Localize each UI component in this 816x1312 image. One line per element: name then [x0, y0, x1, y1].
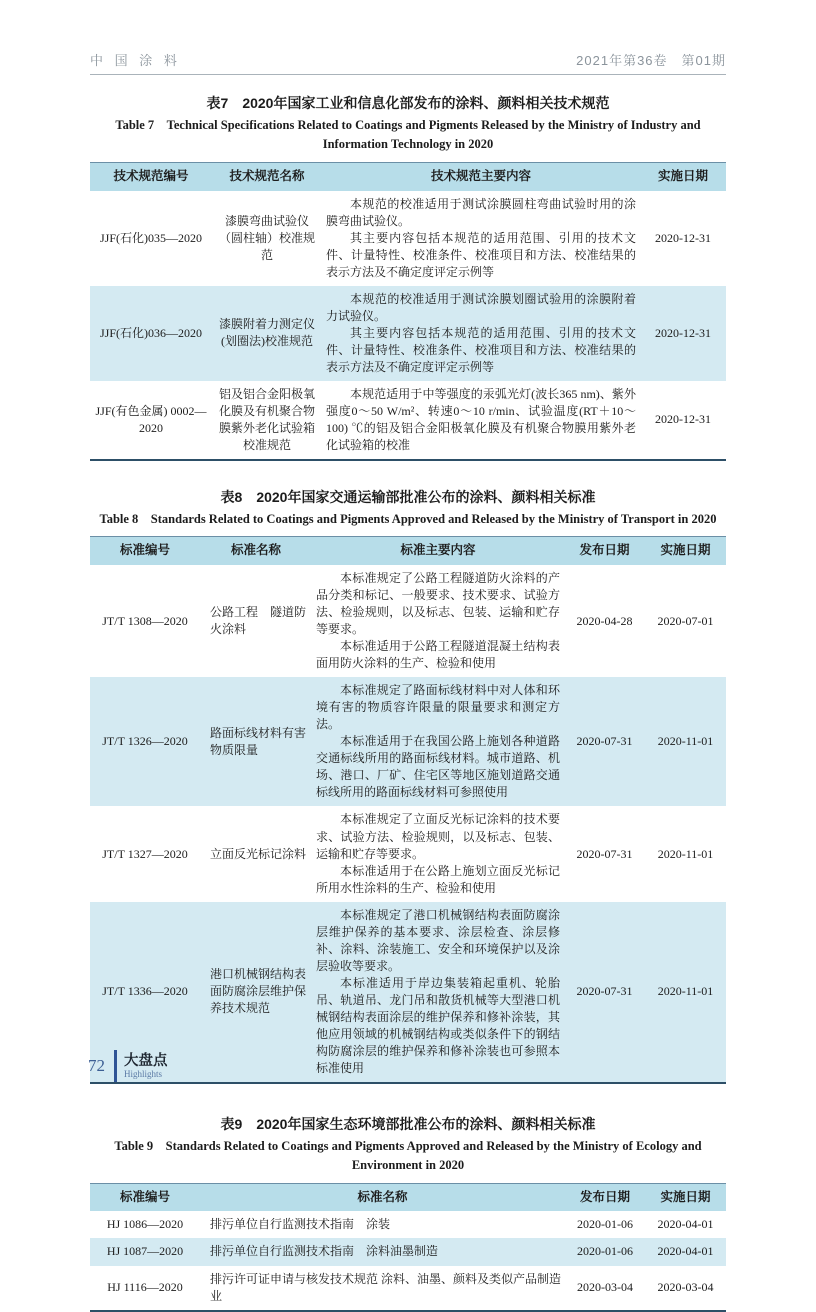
table7-col-spec-name: 技术规范名称: [212, 162, 322, 190]
pub-date: 2020-07-31: [576, 984, 633, 999]
running-head: [90, 50, 726, 75]
table9-caption-zh: 表9 2020年国家生态环境部批准公布的涂料、颜料相关标准: [220, 1115, 596, 1132]
std-name: 港口机械钢结构表面防腐涂层维护保养技术规范: [210, 967, 307, 1016]
table9-col-impl-date: 实施日期: [645, 1183, 726, 1211]
content-paragraph: 本标准适用于在我国公路上施划各种道路交通标线所用的路面标线材料。城市道路、机场、港口、厂矿、住宅区等地区施划道路交通标线所用的路面标线材料可参照使用: [316, 734, 560, 800]
std-content: [312, 806, 564, 901]
impl-date: 2020-12-31: [655, 412, 711, 427]
std-name: 路面标线材料有害物质限量: [210, 725, 307, 757]
spec-content: [322, 381, 640, 460]
pub-date: 2020-01-06: [577, 1217, 633, 1232]
spec-name: 铝及铝合金阳极氧化膜及有机聚合物膜紫外老化试验箱校准规范: [218, 386, 315, 452]
impl-date: 2020-04-01: [657, 1217, 714, 1232]
table7-caption-zh: 表7 2020年国家工业和信息化部发布的涂料、颜料相关技术规范: [206, 95, 610, 111]
table-row: [90, 902, 726, 1083]
table8-col-pub-date: 发布日期: [564, 537, 645, 565]
std-id: HJ 1086—2020: [106, 1217, 184, 1232]
table8-caption-en: Table 8 Standards Related to Coatings and Pigments Approved and Released by the Ministry of Transport in 2020: [99, 511, 717, 526]
footer-divider: [114, 1050, 117, 1082]
journal-name: 中 国 涂 料: [90, 53, 181, 68]
std-content: [312, 565, 564, 677]
table9-header-row: [90, 1183, 726, 1211]
impl-date: 2020-11-01: [657, 846, 714, 861]
table9-col-pub-date: 发布日期: [565, 1183, 645, 1211]
section-label: [124, 1053, 168, 1080]
std-name: 排污单位自行监测技术指南 涂装: [210, 1217, 391, 1232]
content-paragraph: 本标准规定了路面标线材料中对人体和环境有害的物质容许限量的限量要求和测定方法。: [316, 683, 560, 732]
table7-col-impl-date: 实施日期: [640, 162, 726, 190]
table-row: [90, 286, 726, 381]
table9-col-std-name: 标准名称: [200, 1183, 565, 1211]
pub-date: 2020-07-31: [576, 846, 633, 861]
content-paragraph: 本规范适用于中等强度的汞弧光灯(波长365 nm)、紫外强度0～50 W/m²、转速0～10 r/min、试验温度(RT＋10～100) ℃的铝及铝合金阳极氧化膜及有机聚合物膜用紫外老化试验箱的校准: [326, 386, 636, 452]
table7-col-spec-id: 技术规范编号: [90, 162, 212, 190]
spec-id: JJF(石化)035—2020: [99, 230, 202, 245]
table9-caption-en: Table 9 Standards Related to Coatings and Pigments Approved and Released by the Ministry of Ecology and Environment in 2020: [114, 1138, 702, 1173]
pub-date: 2020-03-04: [577, 1280, 633, 1295]
table8-caption-zh: 表8 2020年国家交通运输部批准公布的涂料、颜料相关标准: [220, 488, 596, 505]
page-footer: [88, 1050, 168, 1082]
table7: [90, 162, 726, 461]
table-row: [90, 381, 726, 460]
table9-col-std-id: 标准编号: [90, 1183, 200, 1211]
std-content: [312, 902, 564, 1083]
table8: [90, 536, 726, 1084]
std-name: 公路工程 隧道防火涂料: [210, 605, 307, 637]
std-name: 排污单位自行监测技术指南 涂料油墨制造: [210, 1244, 439, 1259]
table-row: [90, 1266, 726, 1311]
std-id: JT/T 1326—2020: [102, 734, 188, 749]
impl-date: 2020-04-01: [657, 1244, 714, 1259]
impl-date: 2020-07-01: [657, 613, 714, 628]
impl-date: 2020-12-31: [655, 230, 711, 245]
table8-col-impl-date: 实施日期: [645, 537, 726, 565]
table-row: [90, 1211, 726, 1238]
std-id: JT/T 1327—2020: [102, 846, 188, 861]
spec-id: JJF(有色金属) 0002—2020: [95, 403, 207, 435]
table7-caption-en: Table 7 Technical Specifications Related to Coatings and Pigments Released by the Ministry of Industry and Information Technology in 2020: [115, 118, 701, 152]
table9: [90, 1183, 726, 1312]
std-id: JT/T 1336—2020: [102, 984, 188, 999]
table8-header-row: [90, 537, 726, 565]
content-paragraph: 其主要内容包括本规范的适用范围、引用的技术文件、计量特性、校准条件、校准项目和方法、校准结果的表示方法及不确定度评定示例等: [326, 325, 636, 374]
section-name-en: Highlights: [124, 1069, 163, 1080]
std-content: [312, 677, 564, 806]
pub-date: 2020-04-28: [576, 613, 633, 628]
spec-name: 漆膜附着力测定仪(划圈法)校准规范: [218, 317, 315, 349]
page-number: 72: [88, 1056, 105, 1075]
content-paragraph: 其主要内容包括本规范的适用范围、引用的技术文件、计量特性、校准条件、校准项目和方法、校准结果的表示方法及不确定度评定示例等: [326, 230, 636, 279]
std-name: 立面反光标记涂料: [210, 846, 307, 861]
table7-header-row: [90, 162, 726, 190]
spec-content: [322, 286, 640, 381]
content-paragraph: 本标准适用于岸边集装箱起重机、轮胎吊、轨道吊、龙门吊和散货机械等大型港口机械钢结构表面涂层的维护保养和修补涂装，其他应用领域的机械钢结构或类似条件下的钢结构防腐涂层的维护保养和修补涂装也可参照本标准使用: [316, 975, 560, 1075]
content-paragraph: 本标准规定了港口机械钢结构表面防腐涂层维护保养的基本要求、涂层检查、涂层修补、涂料、涂装施工、安全和环境保护以及涂层验收等要求。: [316, 907, 560, 973]
table8-col-std-content: 标准主要内容: [312, 537, 564, 565]
impl-date: 2020-03-04: [657, 1280, 714, 1295]
impl-date: 2020-11-01: [657, 984, 714, 999]
impl-date: 2020-11-01: [657, 734, 714, 749]
pub-date: 2020-07-31: [576, 734, 633, 749]
content-paragraph: 本标准规定了公路工程隧道防火涂料的产品分类和标记、一般要求、技术要求、试验方法、检验规则，以及标志、包装、运输和贮存等要求。: [316, 571, 560, 637]
table7-col-spec-content: 技术规范主要内容: [322, 162, 640, 190]
std-id: HJ 1116—2020: [107, 1280, 183, 1295]
std-id: HJ 1087—2020: [106, 1244, 184, 1259]
content-paragraph: 本标准适用于公路工程隧道混凝土结构表面用防火涂料的生产、检验和使用: [316, 639, 560, 671]
content-paragraph: 本标准规定了立面反光标记涂料的技术要求、试验方法、检验规则，以及标志、包装、运输和贮存等要求。: [316, 812, 560, 861]
table8-col-std-id: 标准编号: [90, 537, 200, 565]
content-paragraph: 本规范的校准适用于测试涂膜圆柱弯曲试验时用的涂膜弯曲试验仪。: [326, 196, 636, 228]
table-row: [90, 806, 726, 901]
spec-name: 漆膜弯曲试验仪（圆柱轴）校准规范: [218, 213, 315, 262]
section-name-zh: 大盘点: [124, 1052, 168, 1069]
std-id: JT/T 1308—2020: [102, 613, 188, 628]
table-row: [90, 565, 726, 677]
pub-date: 2020-01-06: [577, 1244, 633, 1259]
impl-date: 2020-12-31: [655, 325, 711, 340]
table-row: [90, 1238, 726, 1265]
table-row: [90, 677, 726, 806]
spec-content: [322, 191, 640, 286]
content-paragraph: 本标准适用于在公路上施划立面反光标记所用水性涂料的生产、检验和使用: [316, 863, 560, 895]
spec-id: JJF(石化)036—2020: [99, 325, 202, 340]
std-name: 排污许可证申请与核发技术规范 涂料、油墨、颜料及类似产品制造业: [210, 1271, 562, 1303]
issue-info: 2021年第36卷 第01期: [576, 53, 726, 68]
table8-col-std-name: 标准名称: [200, 537, 312, 565]
table-row: [90, 191, 726, 286]
content-paragraph: 本规范的校准适用于测试涂膜划圈试验用的涂膜附着力试验仪。: [326, 291, 636, 323]
